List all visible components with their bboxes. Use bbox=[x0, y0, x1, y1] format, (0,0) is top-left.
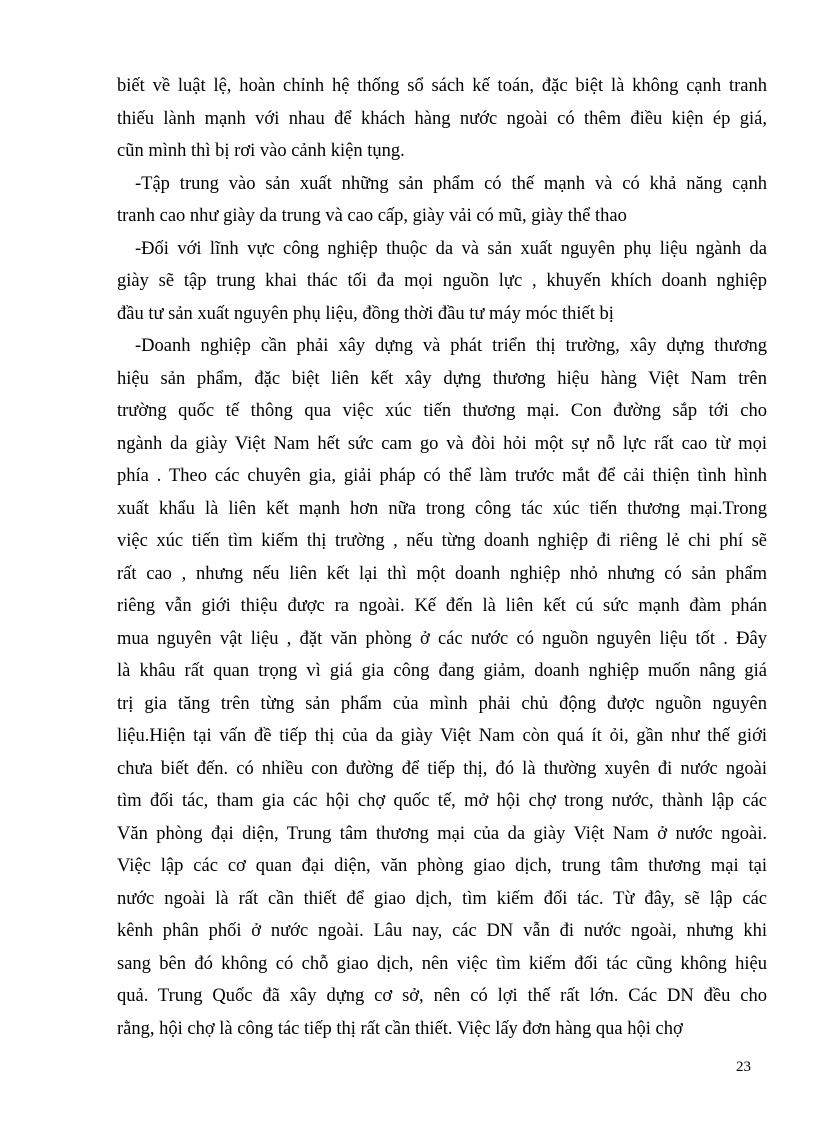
text-line: -Doanh nghiệp cần phải xây dựng và phát triển thị trường, xây dựng thương bbox=[135, 336, 767, 356]
text-line: Văn phòng đại diện, Trung tâm thương mại của da giày Việt Nam ở nước ngoài. bbox=[117, 823, 767, 844]
text-line: sang bên đó không có chỗ giao dịch, nên việc tìm kiếm đối tác cũng không hiệu bbox=[117, 953, 767, 974]
text-line: là khâu rất quan trọng vì giá gia công đang giảm, doanh nghiệp muốn nâng giá bbox=[117, 661, 767, 681]
text-line: -Tập trung vào sản xuất những sản phẩm có thế mạnh và có khả năng cạnh bbox=[135, 173, 767, 194]
page-number: 23 bbox=[736, 1059, 751, 1075]
body-text bbox=[117, 70, 767, 1045]
text-line: liệu.Hiện tại vấn đề tiếp thị của da giày Việt Nam còn quá ít ỏi, gần như thế giới bbox=[117, 726, 767, 746]
text-line: rất cao , nhưng nếu liên kết lại thì một doanh nghiệp nhỏ nhưng có sản phẩm bbox=[117, 563, 767, 584]
text-line: cũn mình thì bị rơi vào cảnh kiện tụng. bbox=[117, 141, 405, 161]
text-line: trị gia tăng trên từng sản phẩm của mình phải chủ động được nguồn nguyên bbox=[117, 693, 767, 714]
text-line: xuất khẩu là liên kết mạnh hơn nữa trong công tác xúc tiến thương mại.Trong bbox=[117, 498, 767, 519]
text-line: giày sẽ tập trung khai thác tối đa mọi nguồn lực , khuyến khích doanh nghiệp bbox=[117, 271, 767, 291]
text-line: phía . Theo các chuyên gia, giải pháp có thể làm trước mắt để cải thiện tình hình bbox=[117, 466, 767, 486]
text-line: nước ngoài là rất cần thiết để giao dịch, tìm kiếm đối tác. Từ đây, sẽ lập các bbox=[117, 888, 767, 909]
text-line: riêng vẫn giới thiệu được ra ngoài. Kế đến là liên kết cú sức mạnh đàm phán bbox=[117, 596, 767, 616]
text-line: Việc lập các cơ quan đại diện, văn phòng giao dịch, trung tâm thương mại tại bbox=[117, 856, 767, 876]
text-line: -Đối với lĩnh vực công nghiệp thuộc da và sản xuất nguyên phụ liệu ngành da bbox=[135, 238, 767, 259]
text-line: rằng, hội chợ là công tác tiếp thị rất cần thiết. Việc lấy đơn hàng qua hội chợ bbox=[117, 1018, 683, 1039]
text-line: biết về luật lệ, hoàn chỉnh hệ thống sổ sách kế toán, đặc biệt là không cạnh tranh bbox=[117, 76, 767, 96]
text-line: chưa biết đến. có nhiều con đường để tiếp thị, đó là thường xuyên đi nước ngoài bbox=[117, 758, 767, 779]
text-line: mua nguyên vật liệu , đặt văn phòng ở các nước có nguồn nguyên liệu tốt . Đây bbox=[117, 628, 767, 649]
text-line: hiệu sản phẩm, đặc biệt liên kết xây dựng thương hiệu hàng Việt Nam trên bbox=[117, 368, 767, 389]
text-line: ngành da giày Việt Nam hết sức cam go và đòi hỏi một sự nỗ lực rất cao từ mọi bbox=[117, 433, 767, 454]
text-line: kênh phân phối ở nước ngoài. Lâu nay, các DN vẫn đi nước ngoài, nhưng khi bbox=[117, 921, 767, 941]
text-line: việc xúc tiến tìm kiếm thị trường , nếu từng doanh nghiệp đi riêng lẻ chi phí sẽ bbox=[117, 531, 767, 551]
text-line: đầu tư sản xuất nguyên phụ liệu, đồng thời đầu tư máy móc thiết bị bbox=[117, 303, 614, 324]
text-line: thiếu lành mạnh với nhau để khách hàng nước ngoài có thêm điều kiện ép giá, bbox=[117, 108, 767, 129]
text-line: trường quốc tế thông qua việc xúc tiến thương mại. Con đường sắp tới cho bbox=[117, 401, 767, 421]
text-line: tìm đối tác, tham gia các hội chợ quốc tế, mở hội chợ trong nước, thành lập các bbox=[117, 791, 767, 811]
text-line: quả. Trung Quốc đã xây dựng cơ sở, nên có lợi thế rất lớn. Các DN đều cho bbox=[117, 986, 767, 1006]
text-line: tranh cao như giày da trung và cao cấp, giày vải có mũ, giày thể thao bbox=[117, 206, 627, 226]
